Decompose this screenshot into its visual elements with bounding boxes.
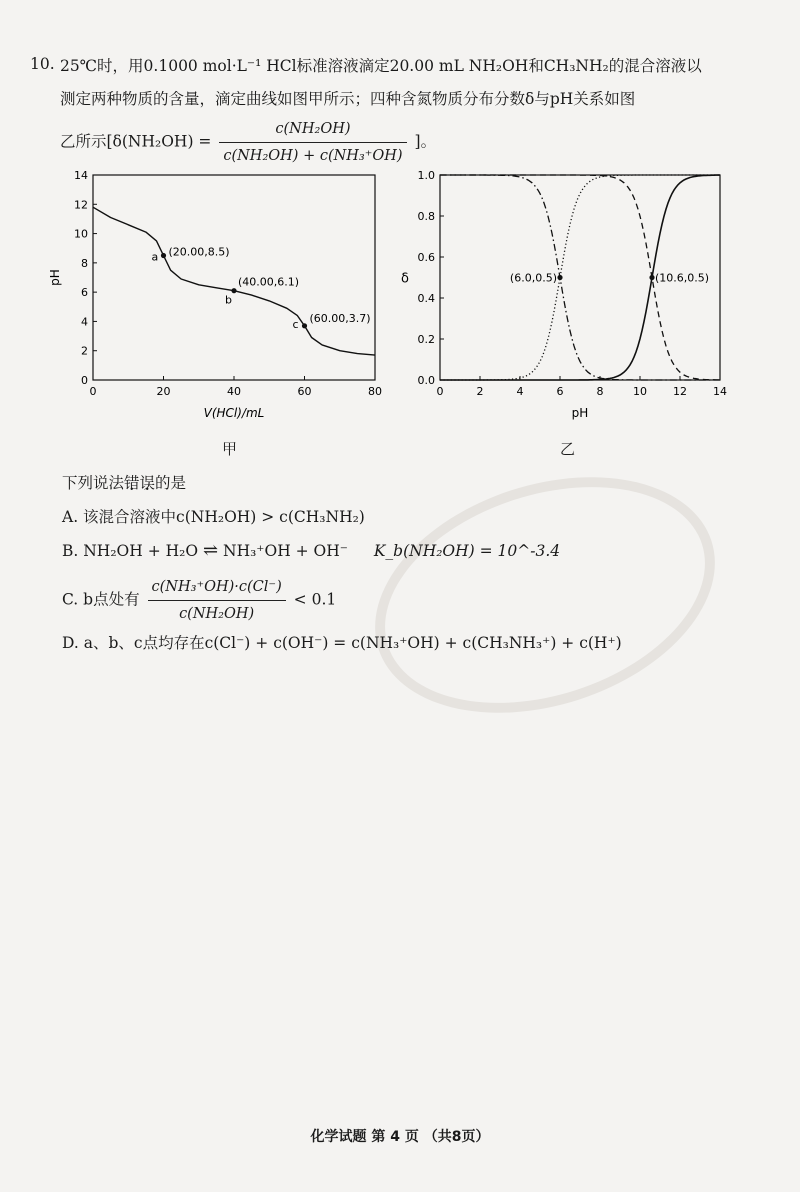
delta-def-suffix: ]。 [414,132,437,151]
titration-y-tick-label: 6 [81,286,88,300]
delta-def-prefix: 乙所示[δ(NH₂OH) = [60,132,217,151]
watermark-stamp [345,436,746,753]
option-c [62,576,336,625]
distribution-chart-svg [395,165,740,435]
option-b-left: B. NH₂OH + H₂O [62,542,199,560]
titration-point-coords: (20.00,8.5) [168,245,230,259]
equilibrium-arrow-icon: ⇌ [202,540,219,561]
emphasis-char: 错 [124,474,140,492]
distribution-point [649,275,654,280]
titration-x-tick-label: 40 [227,385,241,398]
titration-x-tick-label: 0 [89,385,97,398]
option-c-fraction [148,576,286,625]
caption-left: 甲 [222,440,238,458]
titration-y-tick-label: 12 [74,198,88,212]
titration-point-c [302,323,307,328]
distribution-x-tick-label: 12 [673,385,687,398]
distribution-x-axis-label: pH [571,406,589,420]
titration-chart [40,165,395,439]
titration-chart-svg [40,165,395,435]
titration-point-b [231,288,236,293]
distribution-point [557,275,562,280]
distribution-y-tick-label: 0.0 [417,374,435,387]
titration-y-axis-label: pH [48,269,62,286]
distribution-x-tick-label: 6 [556,385,564,398]
titration-point-label: a [151,250,159,264]
distribution-x-tick-label: 4 [516,385,524,398]
option-b [62,540,560,562]
distribution-y-tick-label: 0.6 [417,251,435,264]
titration-y-tick-label: 2 [81,344,88,358]
question-line-3 [60,118,436,167]
question-line-1: 25℃时，用0.1000 mol·L⁻¹ HCl标准溶液滴定20.00 mL NH₂OH和CH₃NH₂的混合溶液以 [60,57,702,75]
titration-y-tick-label: 8 [81,256,88,270]
distribution-y-axis-label: δ [401,271,409,287]
option-c-denominator: c(NH₂OH) [179,606,255,622]
option-c-numerator: c(NH₃⁺OH)·c(Cl⁻) [148,576,286,601]
delta-fraction-numerator: c(NH₂OH) [219,118,406,143]
distribution-x-tick-label: 10 [633,385,647,398]
titration-curve [93,207,375,355]
distribution-y-tick-label: 0.4 [417,292,435,305]
titration-point-label: b [225,293,232,307]
distribution-x-tick-label: 0 [436,385,444,398]
titration-point-coords: (60.00,3.7) [309,311,371,325]
titration-y-tick-label: 0 [81,374,88,387]
delta-fraction [219,118,406,167]
titration-x-tick-label: 60 [297,385,312,398]
option-c-suffix: < 0.1 [293,590,337,609]
emphasis-char: 误 [139,474,156,492]
option-d: D. a、b、c点均存在c(Cl⁻) + c(OH⁻) = c(NH₃⁺OH) + c(CH₃NH₃⁺) + c(H⁺) [62,634,622,652]
question-line-2: 测定两种物质的含量，滴定曲线如图甲所示；四种含氮物质分布分数δ与pH关系如图 [60,90,636,108]
titration-point-label: c [292,317,299,331]
distribution-y-tick-label: 0.2 [417,333,435,346]
distribution-x-tick-label: 14 [713,385,727,398]
option-b-right: NH₃⁺OH + OH⁻ [223,542,348,560]
prompt-text: 下列说法错误的是 [62,474,187,492]
titration-x-tick-label: 80 [368,385,382,398]
page-footer: 化学试题 第 4 页 （共8页） [310,1129,490,1145]
titration-y-tick-label: 4 [81,315,88,329]
option-c-prefix: C. b点处有 [62,590,140,609]
titration-x-tick-label: 20 [156,385,171,398]
distribution-point-coords: (10.6,0.5) [655,271,710,285]
titration-y-tick-label: 14 [74,169,88,182]
distribution-y-tick-label: 0.8 [417,210,435,223]
distribution-chart [395,165,740,439]
distribution-y-tick-label: 1.0 [417,169,435,182]
question-number: 10. [30,55,55,73]
option-b-kb: K_b(NH₂OH) = 10^-3.4 [373,542,561,560]
question-prompt [62,472,186,494]
distribution-x-tick-label: 8 [596,385,604,398]
delta-fraction-denominator: c(NH₂OH) + c(NH₃⁺OH) [223,148,403,164]
distribution-point-coords: (6.0,0.5) [509,271,557,285]
titration-point-coords: (40.00,6.1) [238,275,300,289]
titration-x-axis-label: V(HCl)/mL [203,406,265,420]
caption-right: 乙 [560,440,576,458]
distribution-x-tick-label: 2 [476,385,484,398]
option-a: A. 该混合溶液中c(NH₂OH) > c(CH₃NH₂) [62,508,365,526]
titration-y-tick-label: 10 [74,227,88,241]
titration-plot-frame [93,175,375,380]
titration-point-a [161,253,166,258]
